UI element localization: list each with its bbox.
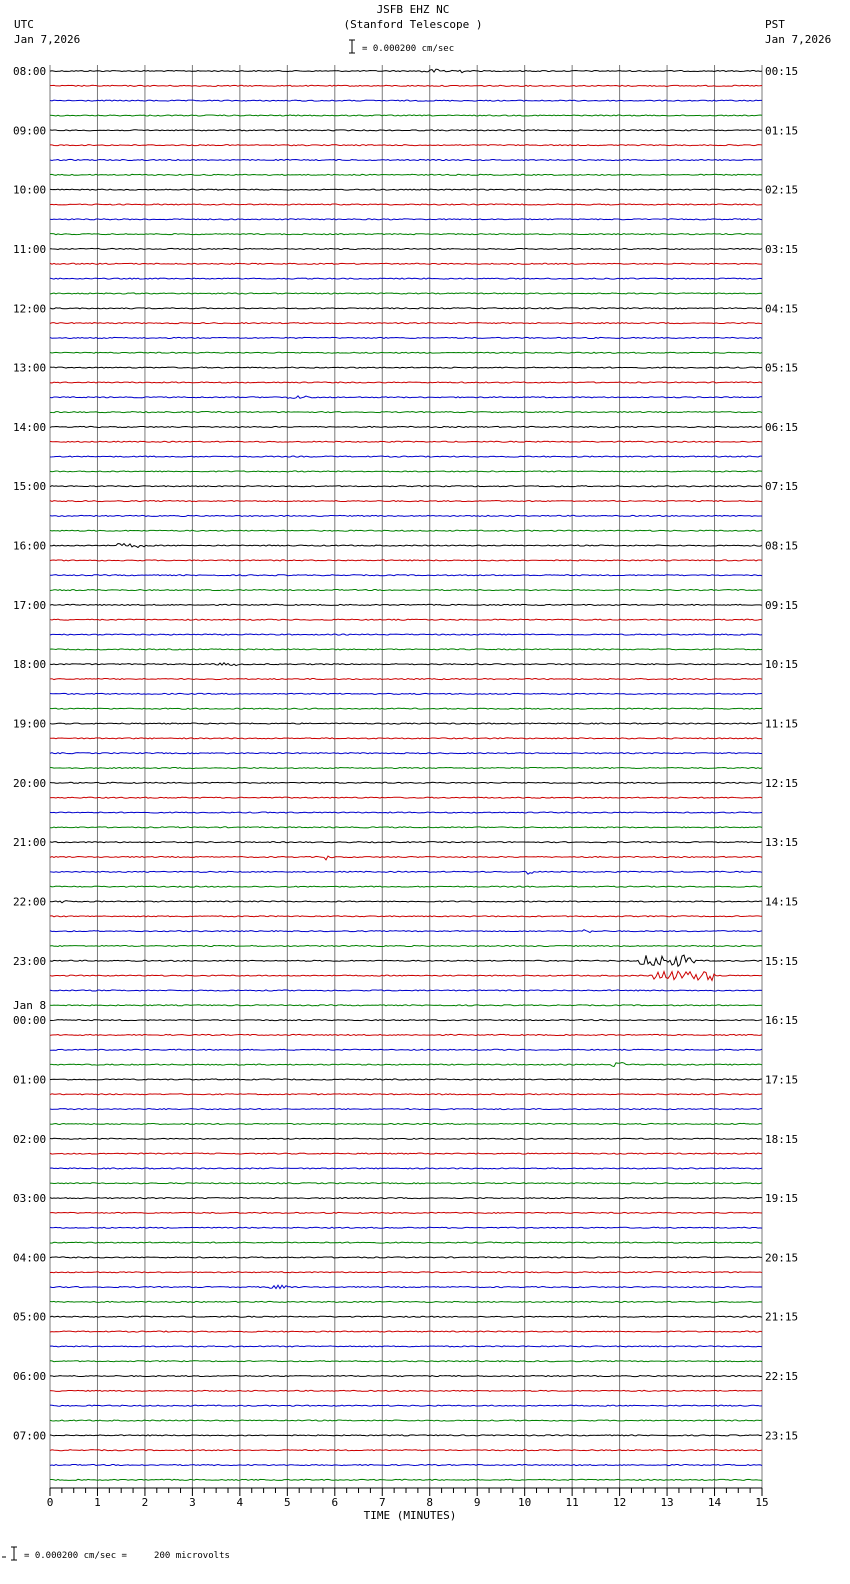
trace-line-83 — [50, 1301, 762, 1302]
utc-time-label: 04:00 — [13, 1251, 47, 1265]
trace-line-45 — [50, 738, 762, 739]
trace-line-32 — [50, 544, 762, 548]
trace-line-47 — [50, 767, 762, 768]
pst-time-label: 12:15 — [765, 776, 799, 790]
trace-line-72 — [50, 1138, 762, 1139]
trace-line-35 — [50, 590, 762, 591]
utc-time-label: 12:00 — [13, 302, 47, 316]
trace-line-39 — [50, 649, 762, 650]
chart-title: JSFB EHZ NC — [376, 3, 450, 16]
utc-date-label: Jan 8 — [13, 999, 47, 1013]
utc-time-label: 05:00 — [13, 1310, 47, 1324]
trace-line-71 — [50, 1123, 762, 1124]
trace-line-12 — [50, 248, 762, 249]
trace-line-10 — [50, 219, 762, 220]
pst-time-label: 06:15 — [765, 420, 799, 434]
trace-line-84 — [50, 1316, 762, 1317]
pst-time-label: 20:15 — [765, 1251, 799, 1265]
trace-line-34 — [50, 575, 762, 576]
trace-line-19 — [50, 352, 762, 353]
utc-time-label: 15:00 — [13, 480, 47, 494]
trace-line-73 — [50, 1153, 762, 1154]
pst-time-label: 15:15 — [765, 954, 799, 968]
utc-time-label: 01:00 — [13, 1073, 47, 1087]
trace-line-33 — [50, 560, 762, 561]
x-tick-label-12: 12 — [612, 1496, 627, 1509]
trace-group — [50, 69, 762, 1480]
trace-line-24 — [50, 426, 762, 427]
trace-line-52 — [50, 842, 762, 843]
pst-time-label: 14:15 — [765, 895, 799, 909]
pst-time-label: 00:15 — [765, 65, 799, 78]
pst-time-label: 16:15 — [765, 1014, 799, 1028]
trace-line-4 — [50, 130, 762, 131]
pst-time-label: 10:15 — [765, 658, 799, 672]
utc-time-label: 13:00 — [13, 361, 47, 375]
utc-time-label: 08:00 — [13, 65, 47, 78]
trace-line-66 — [50, 1049, 762, 1050]
trace-line-42 — [50, 693, 762, 694]
pst-time-label: 02:15 — [765, 183, 799, 197]
trace-line-63 — [50, 1005, 762, 1006]
trace-line-6 — [50, 159, 762, 160]
trace-line-16 — [50, 308, 762, 309]
trace-line-61 — [50, 971, 762, 980]
trace-line-18 — [50, 337, 762, 338]
pst-time-label: 04:15 — [765, 302, 799, 316]
trace-line-68 — [50, 1079, 762, 1080]
trace-line-26 — [50, 456, 762, 457]
trace-line-62 — [50, 990, 762, 991]
trace-line-59 — [50, 945, 762, 946]
trace-line-22 — [50, 396, 762, 398]
trace-line-75 — [50, 1183, 762, 1184]
utc-time-label: 16:00 — [13, 539, 47, 553]
x-axis-label: TIME (MINUTES) — [363, 1509, 457, 1522]
utc-time-label: 11:00 — [13, 242, 47, 256]
pst-time-label: 03:15 — [765, 242, 799, 256]
utc-time-label: 21:00 — [13, 836, 47, 850]
trace-line-37 — [50, 619, 762, 620]
x-tick-label-6: 6 — [331, 1496, 339, 1509]
trace-line-7 — [50, 174, 762, 175]
trace-line-82 — [50, 1285, 762, 1288]
trace-line-78 — [50, 1227, 762, 1228]
time-axis — [47, 1488, 769, 1522]
x-tick-label-4: 4 — [236, 1496, 244, 1509]
trace-line-41 — [50, 678, 762, 679]
trace-line-14 — [50, 278, 762, 279]
trace-line-23 — [50, 412, 762, 413]
pst-time-label: 23:15 — [765, 1429, 799, 1443]
x-tick-label-14: 14 — [707, 1496, 722, 1509]
trace-line-87 — [50, 1361, 762, 1362]
pst-time-label: 13:15 — [765, 836, 799, 850]
trace-line-95 — [50, 1479, 762, 1480]
trace-line-29 — [50, 501, 762, 502]
trace-line-60 — [50, 955, 762, 966]
trace-line-48 — [50, 782, 762, 783]
x-tick-label-2: 2 — [141, 1496, 149, 1509]
x-tick-label-3: 3 — [189, 1496, 196, 1509]
trace-line-5 — [50, 145, 762, 146]
x-tick-label-10: 10 — [518, 1496, 532, 1509]
trace-line-56 — [50, 901, 762, 903]
pst-time-label: 19:15 — [765, 1192, 799, 1206]
pst-time-label: 05:15 — [765, 361, 799, 375]
trace-line-46 — [50, 753, 762, 754]
trace-line-92 — [50, 1435, 762, 1436]
left-timezone: UTC — [14, 18, 34, 31]
utc-time-label: 19:00 — [13, 717, 47, 731]
x-tick-label-8: 8 — [426, 1496, 434, 1509]
pst-time-label: 01:15 — [765, 124, 799, 138]
trace-line-38 — [50, 634, 762, 635]
trace-line-76 — [50, 1198, 762, 1199]
trace-line-93 — [50, 1450, 762, 1451]
right-timezone: PST — [765, 18, 785, 31]
trace-line-25 — [50, 441, 762, 442]
utc-time-label: 23:00 — [13, 954, 47, 968]
trace-line-20 — [50, 367, 762, 368]
trace-line-57 — [50, 916, 762, 917]
trace-line-70 — [50, 1109, 762, 1110]
utc-time-label: 17:00 — [13, 598, 47, 612]
trace-line-88 — [50, 1375, 762, 1376]
trace-line-67 — [50, 1062, 762, 1066]
x-tick-label-5: 5 — [284, 1496, 291, 1509]
x-tick-label-11: 11 — [565, 1496, 579, 1509]
trace-line-85 — [50, 1331, 762, 1332]
trace-line-91 — [50, 1420, 762, 1421]
pst-time-label: 09:15 — [765, 598, 799, 612]
trace-line-94 — [50, 1464, 762, 1465]
trace-line-31 — [50, 530, 762, 531]
trace-line-40 — [50, 663, 762, 666]
trace-line-58 — [50, 930, 762, 933]
trace-line-86 — [50, 1346, 762, 1347]
trace-line-8 — [50, 189, 762, 190]
pst-time-label: 22:15 — [765, 1370, 799, 1384]
utc-time-label: 22:00 — [13, 895, 47, 909]
pst-time-label: 11:15 — [765, 717, 799, 731]
x-tick-label-1: 1 — [94, 1496, 101, 1509]
utc-time-label: 18:00 — [13, 658, 47, 672]
utc-time-label: 00:00 — [13, 1014, 47, 1028]
chart-subtitle: (Stanford Telescope ) — [343, 18, 483, 31]
pst-time-label: 08:15 — [765, 539, 799, 553]
trace-line-79 — [50, 1242, 762, 1243]
trace-line-65 — [50, 1034, 762, 1035]
x-tick-label-9: 9 — [473, 1496, 481, 1509]
trace-line-49 — [50, 797, 762, 798]
trace-line-0 — [50, 69, 762, 73]
trace-line-15 — [50, 293, 762, 294]
utc-time-label: 02:00 — [13, 1132, 47, 1146]
utc-time-label: 03:00 — [13, 1192, 47, 1206]
trace-line-27 — [50, 471, 762, 472]
pst-time-label: 07:15 — [765, 480, 799, 494]
trace-line-30 — [50, 515, 762, 516]
trace-line-64 — [50, 1020, 762, 1021]
utc-time-label: 10:00 — [13, 183, 47, 197]
trace-line-55 — [50, 886, 762, 887]
utc-time-label: 20:00 — [13, 776, 47, 790]
utc-time-label: 09:00 — [13, 124, 47, 138]
pst-time-label: 21:15 — [765, 1310, 799, 1324]
pst-time-label: 17:15 — [765, 1073, 799, 1087]
trace-line-21 — [50, 382, 762, 383]
utc-time-label: 14:00 — [13, 420, 47, 434]
footer-scale-bar — [2, 1547, 17, 1560]
utc-time-label: 06:00 — [13, 1370, 47, 1384]
trace-line-90 — [50, 1405, 762, 1406]
trace-line-50 — [50, 812, 762, 813]
trace-line-43 — [50, 708, 762, 709]
trace-line-80 — [50, 1257, 762, 1258]
trace-line-77 — [50, 1212, 762, 1213]
header-scale-bar — [349, 40, 355, 53]
trace-line-3 — [50, 115, 762, 116]
pst-time-label: 18:15 — [765, 1132, 799, 1146]
trace-line-53 — [50, 856, 762, 860]
left-date: Jan 7,2026 — [14, 33, 81, 46]
x-tick-label-0: 0 — [46, 1496, 54, 1509]
trace-line-1 — [50, 85, 762, 86]
trace-line-13 — [50, 263, 762, 264]
trace-line-81 — [50, 1272, 762, 1273]
trace-line-17 — [50, 323, 762, 324]
trace-line-44 — [50, 723, 762, 724]
trace-line-74 — [50, 1168, 762, 1169]
trace-line-36 — [50, 604, 762, 605]
x-tick-label-7: 7 — [378, 1496, 386, 1509]
trace-line-89 — [50, 1390, 762, 1391]
right-date: Jan 7,2026 — [765, 33, 832, 46]
x-tick-label-13: 13 — [660, 1496, 674, 1509]
footer-scale-label: = 0.000200 cm/sec = 200 microvolts — [24, 1551, 230, 1561]
trace-line-9 — [50, 204, 762, 205]
trace-line-69 — [50, 1094, 762, 1095]
trace-line-51 — [50, 827, 762, 828]
utc-time-label: 07:00 — [13, 1429, 47, 1443]
trace-line-54 — [50, 871, 762, 874]
trace-line-2 — [50, 100, 762, 101]
scale-label: = 0.000200 cm/sec — [362, 44, 455, 54]
trace-line-11 — [50, 234, 762, 235]
x-tick-label-15: 15 — [755, 1496, 769, 1509]
trace-line-28 — [50, 486, 762, 487]
